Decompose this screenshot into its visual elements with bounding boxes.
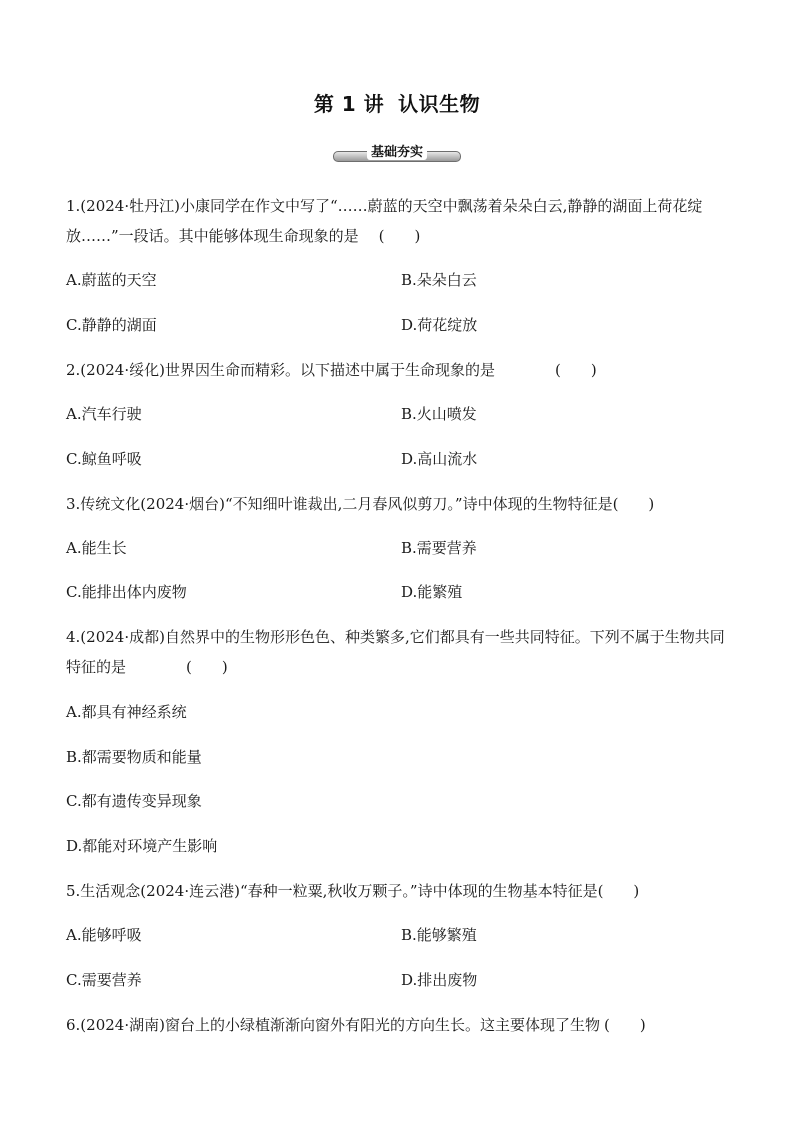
option-c: C.能排出体内废物	[66, 583, 187, 601]
option-a: A.蔚蓝的天空	[66, 271, 157, 289]
question-stem: 6.(2024·湖南)窗台上的小绿植渐渐向窗外有阳光的方向生长。这主要体现了生物	[66, 1016, 600, 1034]
option-b: B.能够繁殖	[401, 926, 477, 944]
lesson-name: 认识生物	[398, 92, 481, 116]
option-b: B.都需要物质和能量	[66, 748, 202, 766]
question-5	[66, 876, 736, 906]
question-6	[66, 1010, 736, 1040]
page-title	[0, 88, 794, 117]
question-2	[66, 355, 736, 385]
question-3	[66, 489, 736, 519]
section-label: 基础夯实	[367, 145, 427, 160]
question-stem: 2.(2024·绥化)世界因生命而精彩。以下描述中属于生命现象的是	[66, 361, 495, 379]
option-a: A.能生长	[66, 539, 127, 557]
lesson-number: 第 1 讲	[313, 92, 385, 116]
answer-paren: ( )	[612, 495, 655, 513]
option-b: B.朵朵白云	[401, 271, 477, 289]
option-c: C.需要营养	[66, 971, 142, 989]
option-d: D.都能对环境产生影响	[66, 837, 218, 855]
option-d: D.能繁殖	[401, 583, 463, 601]
option-a: A.汽车行驶	[66, 405, 142, 423]
answer-paren: ( )	[603, 1016, 646, 1034]
option-a: A.能够呼吸	[66, 926, 142, 944]
answer-paren: ( )	[597, 882, 640, 900]
option-d: D.排出废物	[401, 971, 478, 989]
question-stem: 5.生活观念(2024·连云港)“春种一粒粟,秋收万颗子。”诗中体现的生物基本特征是	[66, 882, 598, 900]
option-c: C.都有遗传变异现象	[66, 792, 202, 810]
option-b: B.火山喷发	[401, 405, 477, 423]
answer-paren: ( )	[186, 658, 228, 676]
question-stem: 1.(2024·牡丹江)小康同学在作文中写了“……蔚蓝的天空中飘荡着朵朵白云,静静的湖面上荷花绽放……”一段话。其中能够体现生命现象的是	[66, 197, 703, 245]
option-c: C.鲸鱼呼吸	[66, 450, 142, 468]
section-badge	[333, 144, 461, 164]
option-a: A.都具有神经系统	[66, 703, 187, 721]
answer-paren: ( )	[378, 227, 421, 245]
question-4	[66, 622, 736, 682]
option-d: D.荷花绽放	[401, 316, 478, 334]
question-1	[66, 191, 736, 251]
question-stem: 3.传统文化(2024·烟台)“不知细叶谁裁出,二月春风似剪刀。”诗中体现的生物特征是	[66, 495, 613, 513]
option-c: C.静静的湖面	[66, 316, 157, 334]
answer-paren: ( )	[554, 361, 597, 379]
question-stem: 4.(2024·成都)自然界中的生物形形色色、种类繁多,它们都具有一些共同特征。下列不属于生物共同特征的是	[66, 628, 725, 676]
option-d: D.高山流水	[401, 450, 478, 468]
option-b: B.需要营养	[401, 539, 477, 557]
